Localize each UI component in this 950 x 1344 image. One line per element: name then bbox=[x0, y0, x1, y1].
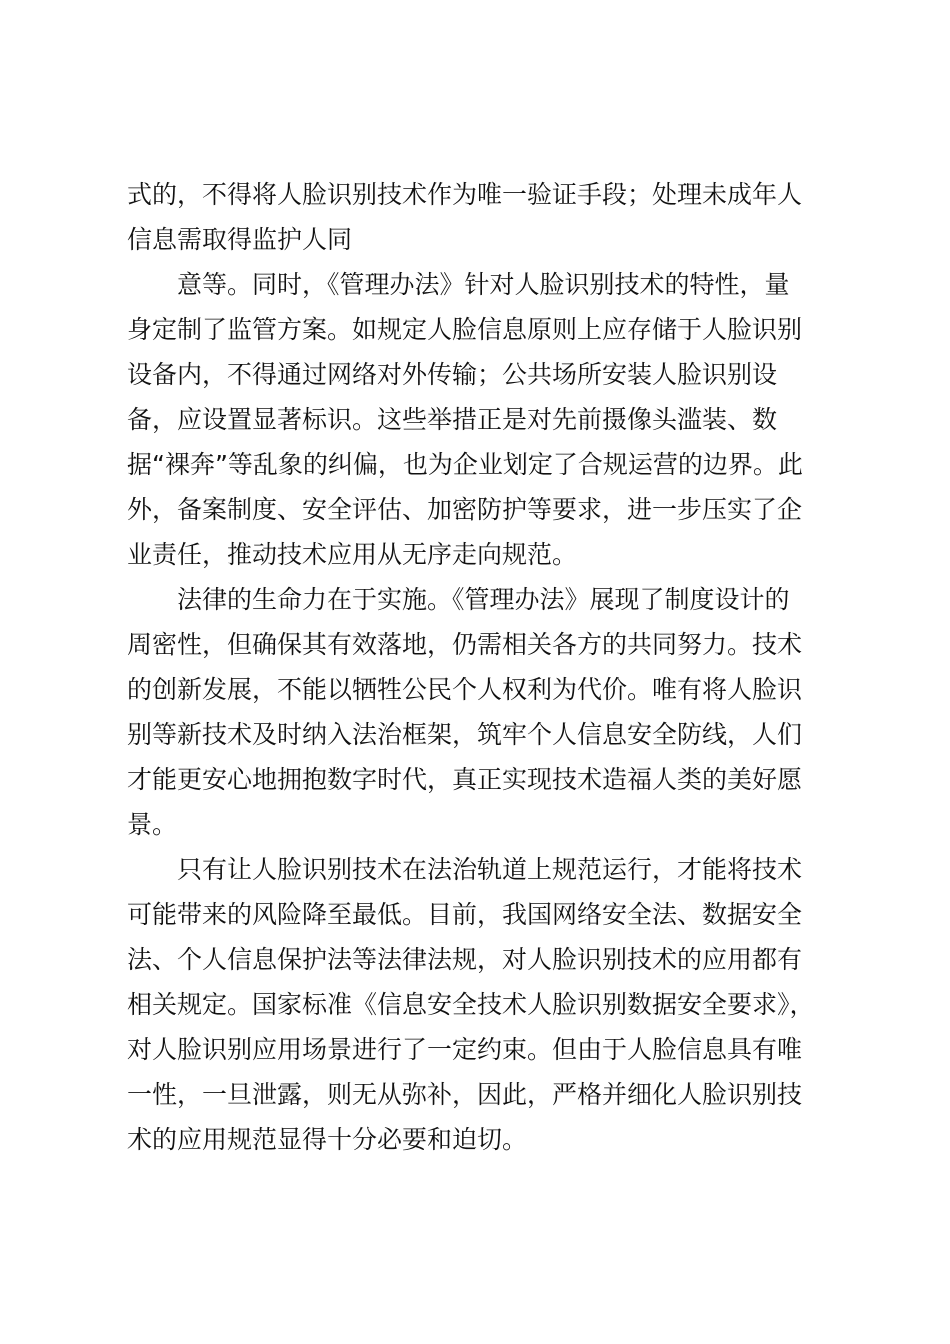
text-line: 法、个人信息保护法等法律法规，对人脸识别技术的应用都有 bbox=[127, 945, 803, 974]
text-line: 式的，不得将人脸识别技术作为唯一验证手段；处理未成年人 bbox=[127, 180, 803, 209]
text-line: 业责任，推动技术应用从无序走向规范。 bbox=[127, 540, 578, 569]
text-line: 景。 bbox=[127, 810, 178, 839]
text-line: 别等新技术及时纳入法治框架，筑牢个人信息安全防线，人们 bbox=[127, 720, 803, 749]
text-line: 的创新发展，不能以牺牲公民个人权利为代价。唯有将人脸识 bbox=[127, 675, 803, 704]
text-line: 设备内，不得通过网络对外传输；公共场所安装人脸识别设 bbox=[127, 360, 778, 389]
body-text bbox=[127, 172, 827, 1162]
text-line: 术的应用规范显得十分必要和迫切。 bbox=[127, 1125, 528, 1154]
text-line: 据“裸奔”等乱象的纠偏，也为企业划定了合规运营的边界。此 bbox=[127, 450, 803, 479]
text-line: 相关规定。国家标准《信息安全技术人脸识别数据安全要求》， bbox=[127, 990, 815, 1019]
text-line: 对人脸识别应用场景进行了一定约束。但由于人脸信息具有唯 bbox=[127, 1035, 803, 1064]
text-line: 周密性，但确保其有效落地，仍需相关各方的共同努力。技术 bbox=[127, 630, 803, 659]
text-line: 信息需取得监护人同 bbox=[127, 225, 353, 254]
text-line: 身定制了监管方案。如规定人脸信息原则上应存储于人脸识别 bbox=[127, 315, 803, 344]
text-line: 可能带来的风险降至最低。目前，我国网络安全法、数据安全 bbox=[127, 900, 803, 929]
text-line: 法律的生命力在于实施。《管理办法》展现了制度设计的 bbox=[177, 585, 790, 614]
text-line: 意等。同时，《管理办法》针对人脸识别技术的特性，量 bbox=[177, 270, 790, 299]
text-line: 外，备案制度、安全评估、加密防护等要求，进一步压实了企 bbox=[127, 495, 803, 524]
text-line: 一性，一旦泄露，则无从弥补，因此，严格并细化人脸识别技 bbox=[127, 1080, 803, 1109]
text-line: 才能更安心地拥抱数字时代，真正实现技术造福人类的美好愿 bbox=[127, 765, 803, 794]
text-line: 备，应设置显著标识。这些举措正是对先前摄像头滥装、数 bbox=[127, 405, 778, 434]
text-line: 只有让人脸识别技术在法治轨道上规范运行，才能将技术 bbox=[177, 855, 803, 884]
